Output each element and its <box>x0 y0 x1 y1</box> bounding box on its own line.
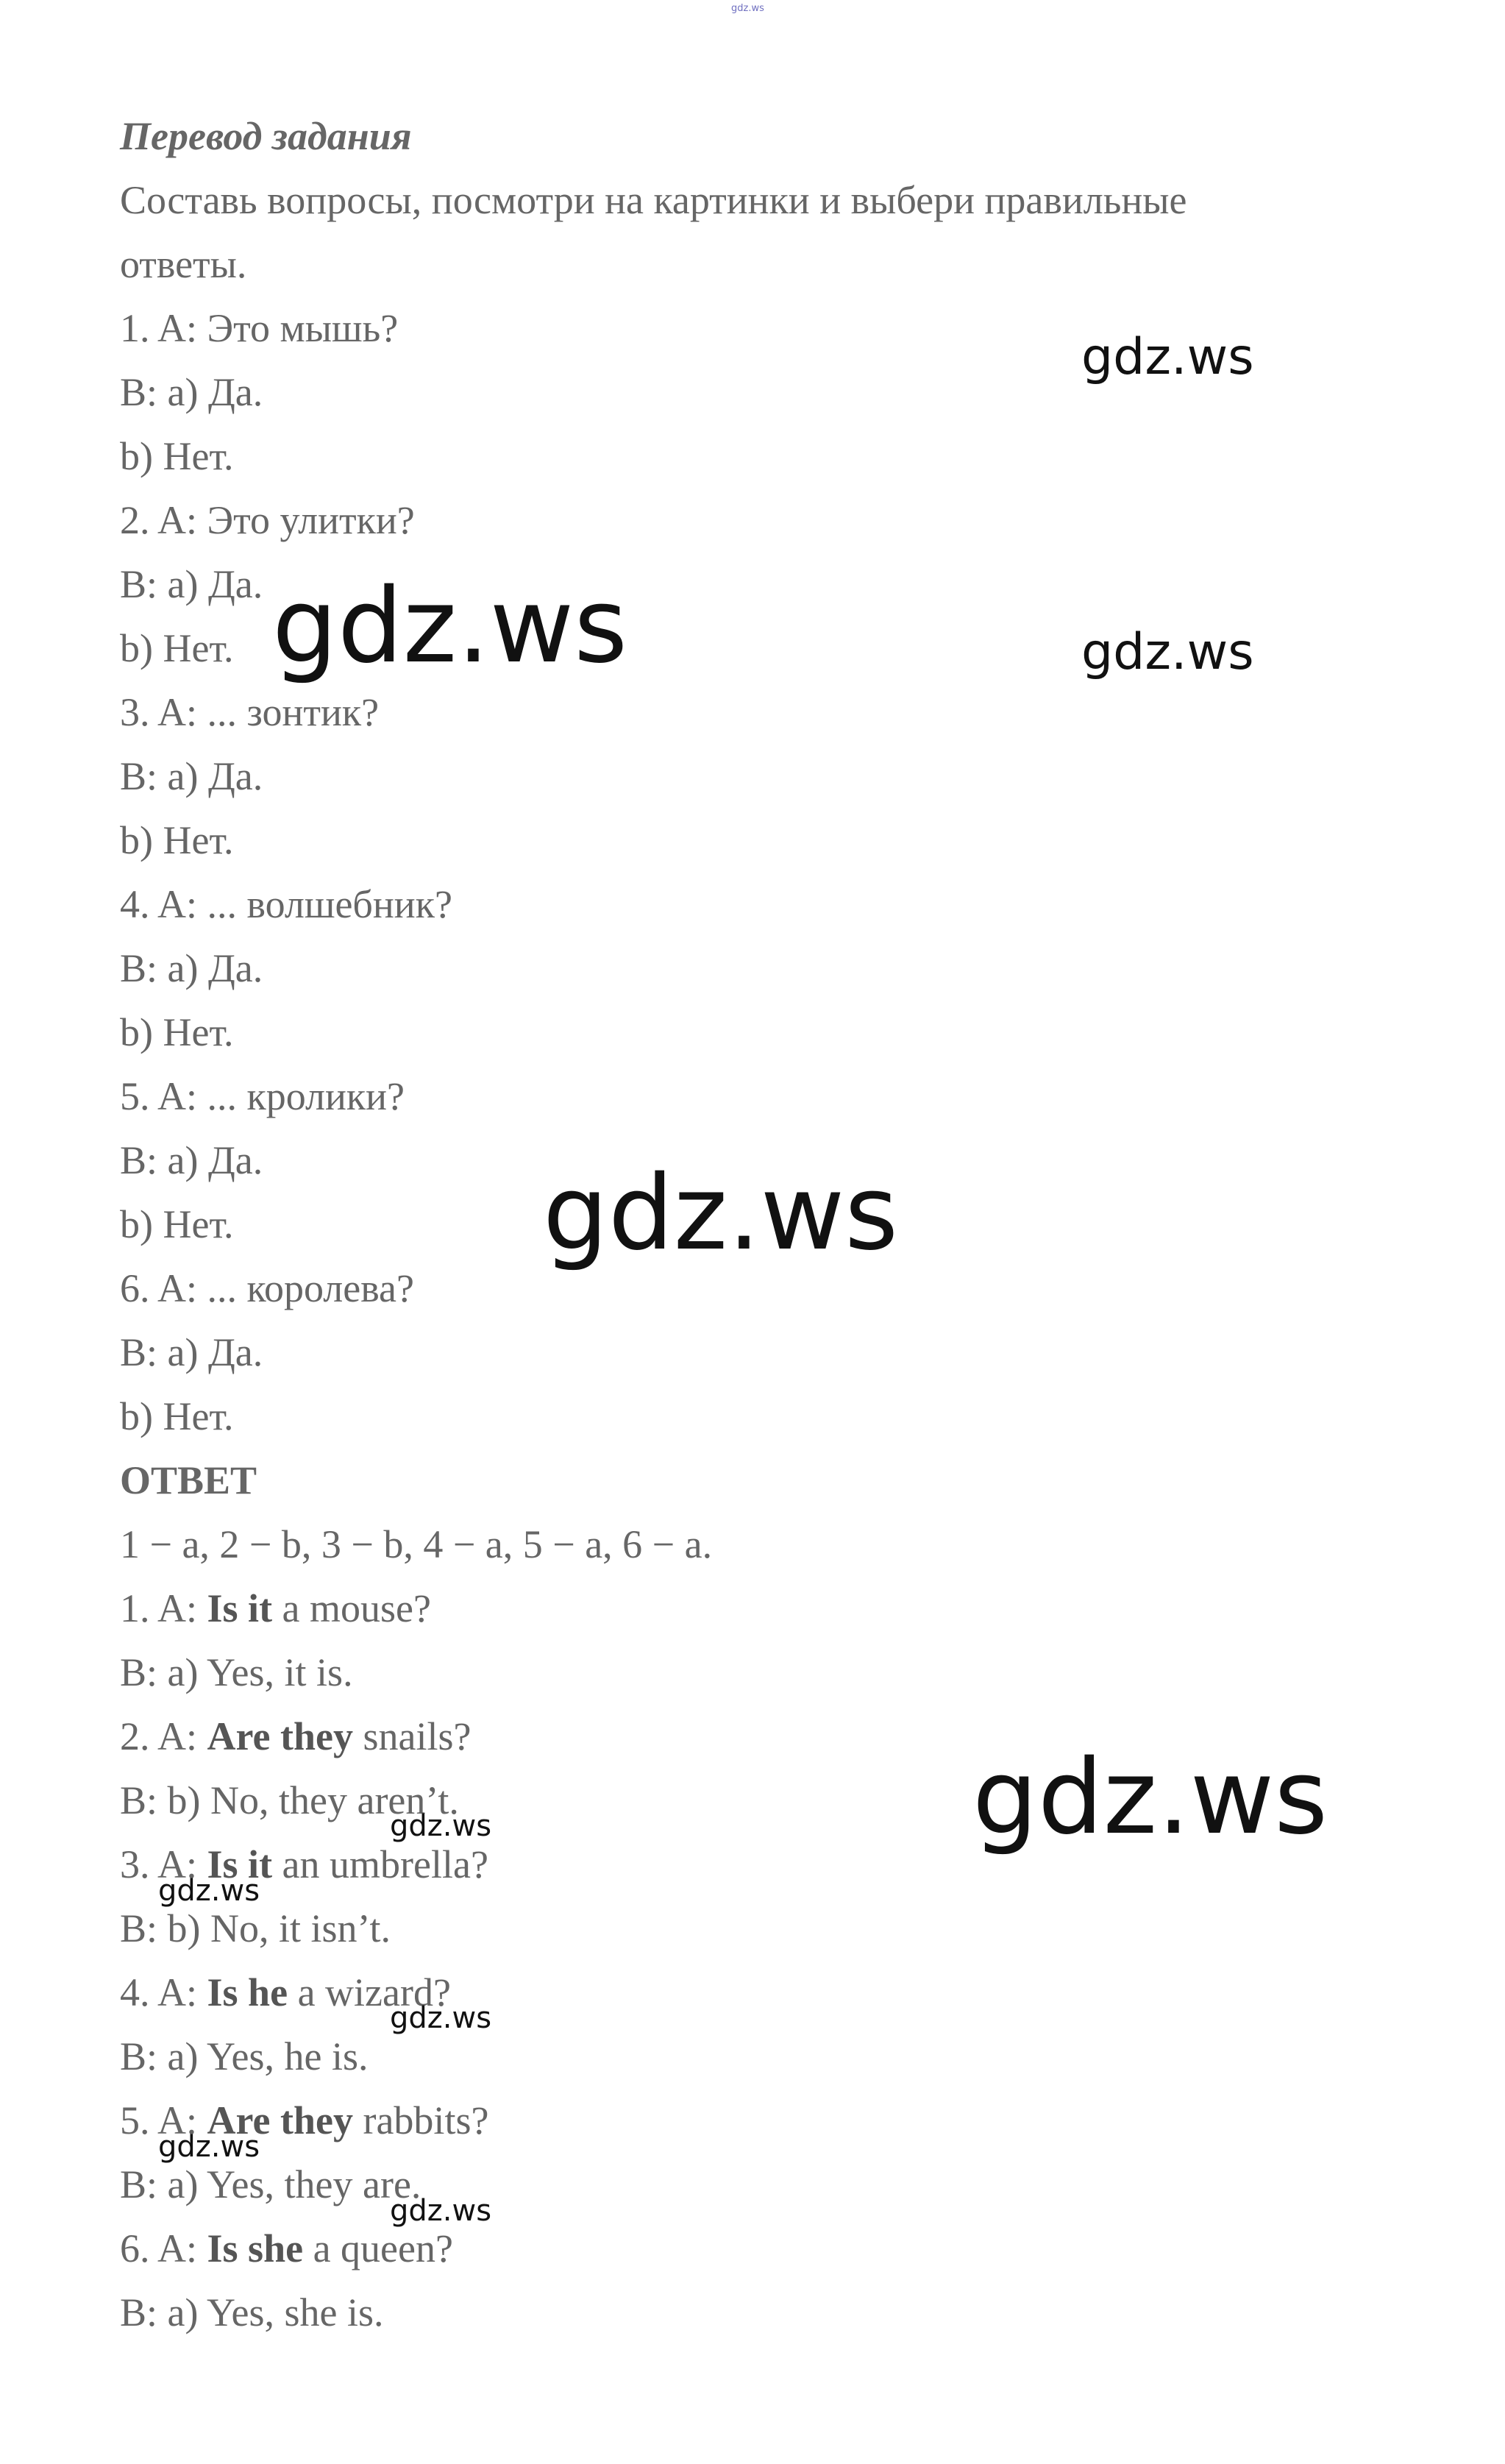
answer-text: 4. A: <box>120 1970 207 2014</box>
answer-text: 6. A: <box>120 2226 207 2270</box>
answer-bold: Is it <box>207 1586 273 1630</box>
watermark: gdz.ws <box>272 567 628 686</box>
top-watermark: gdz.ws <box>731 3 764 14</box>
translation-line: 3. A: ... зонтик? <box>120 690 380 734</box>
answer-text: B: b) No, it isn’t. <box>120 1906 391 1950</box>
translation-line: b) Нет. <box>120 626 234 670</box>
answer-title: ОТВЕТ <box>120 1458 257 1502</box>
answer-text: B: a) Yes, they are. <box>120 2162 421 2206</box>
translation-line: B: a) Да. <box>120 1330 263 1374</box>
answer-text: a mouse? <box>272 1586 431 1630</box>
translation-line: B: a) Да. <box>120 1138 263 1182</box>
answer-text: B: b) No, they aren’t. <box>120 1778 459 1822</box>
translation-line: 6. A: ... королева? <box>120 1266 414 1310</box>
section-title: Перевод задания <box>120 114 412 158</box>
answer-text: B: a) Yes, she is. <box>120 2290 384 2335</box>
answer-key: 1 − a, 2 − b, 3 − b, 4 − a, 5 − a, 6 − a. <box>120 1522 713 1566</box>
answer-text: B: a) Yes, it is. <box>120 1650 353 1694</box>
watermark: gdz.ws <box>543 1154 899 1274</box>
answer-text: 5. A: <box>120 2098 207 2142</box>
answer-bold: Is he <box>207 1970 288 2014</box>
answer-line <box>120 1897 1370 1961</box>
translation-line: B: a) Да. <box>120 562 263 606</box>
translation-line: 4. A: ... волшебник? <box>120 882 452 926</box>
watermark: gdz.ws <box>1081 623 1254 681</box>
translation-list <box>120 297 1370 1449</box>
translation-line: 5. A: ... кролики? <box>120 1074 405 1118</box>
translation-line: B: a) Да. <box>120 370 263 414</box>
translation-line: b) Нет. <box>120 1202 234 1246</box>
answer-bold: Is it <box>207 1842 273 1886</box>
instruction-line: Составь вопросы, посмотри на картинки и выбери правильные <box>120 178 1187 222</box>
answer-line <box>120 2153 1370 2217</box>
watermark: gdz.ws <box>1081 328 1254 386</box>
answer-text: a wizard? <box>288 1970 451 2014</box>
watermark: gdz.ws <box>158 2130 260 2164</box>
translation-line: B: a) Да. <box>120 946 263 990</box>
answer-line <box>120 1577 1370 1641</box>
watermark: gdz.ws <box>390 2194 492 2228</box>
translation-line: B: a) Да. <box>120 754 263 798</box>
answer-text: 3. A: <box>120 1842 207 1886</box>
answer-line <box>120 2281 1370 2345</box>
translation-line: b) Нет. <box>120 818 234 862</box>
answer-text: rabbits? <box>352 2098 489 2142</box>
answer-text: 2. A: <box>120 1714 207 1758</box>
translation-line: 2. A: Это улитки? <box>120 498 415 542</box>
translation-line: b) Нет. <box>120 1010 234 1054</box>
answer-text: snails? <box>352 1714 472 1758</box>
answer-bold: Is she <box>207 2226 304 2270</box>
answer-bold: Are they <box>207 1714 353 1758</box>
answer-bold: Are they <box>207 2098 353 2142</box>
answer-text: B: a) Yes, he is. <box>120 2034 369 2078</box>
translation-line: 1. A: Это мышь? <box>120 306 399 350</box>
answer-text: a queen? <box>303 2226 453 2270</box>
watermark: gdz.ws <box>390 1809 492 1843</box>
answer-line <box>120 2089 1370 2153</box>
answer-line <box>120 2217 1370 2281</box>
answer-line <box>120 1641 1370 1705</box>
translation-line: b) Нет. <box>120 434 234 478</box>
translation-line: b) Нет. <box>120 1394 234 1438</box>
watermark: gdz.ws <box>158 1874 260 1908</box>
instruction-line: ответы. <box>120 242 247 286</box>
answer-text: an umbrella? <box>272 1842 488 1886</box>
answer-text: 1. A: <box>120 1586 207 1630</box>
watermark: gdz.ws <box>390 2001 492 2035</box>
answer-line <box>120 2025 1370 2089</box>
watermark: gdz.ws <box>972 1738 1328 1858</box>
answer-line <box>120 1961 1370 2025</box>
answer-list <box>120 1577 1370 2345</box>
